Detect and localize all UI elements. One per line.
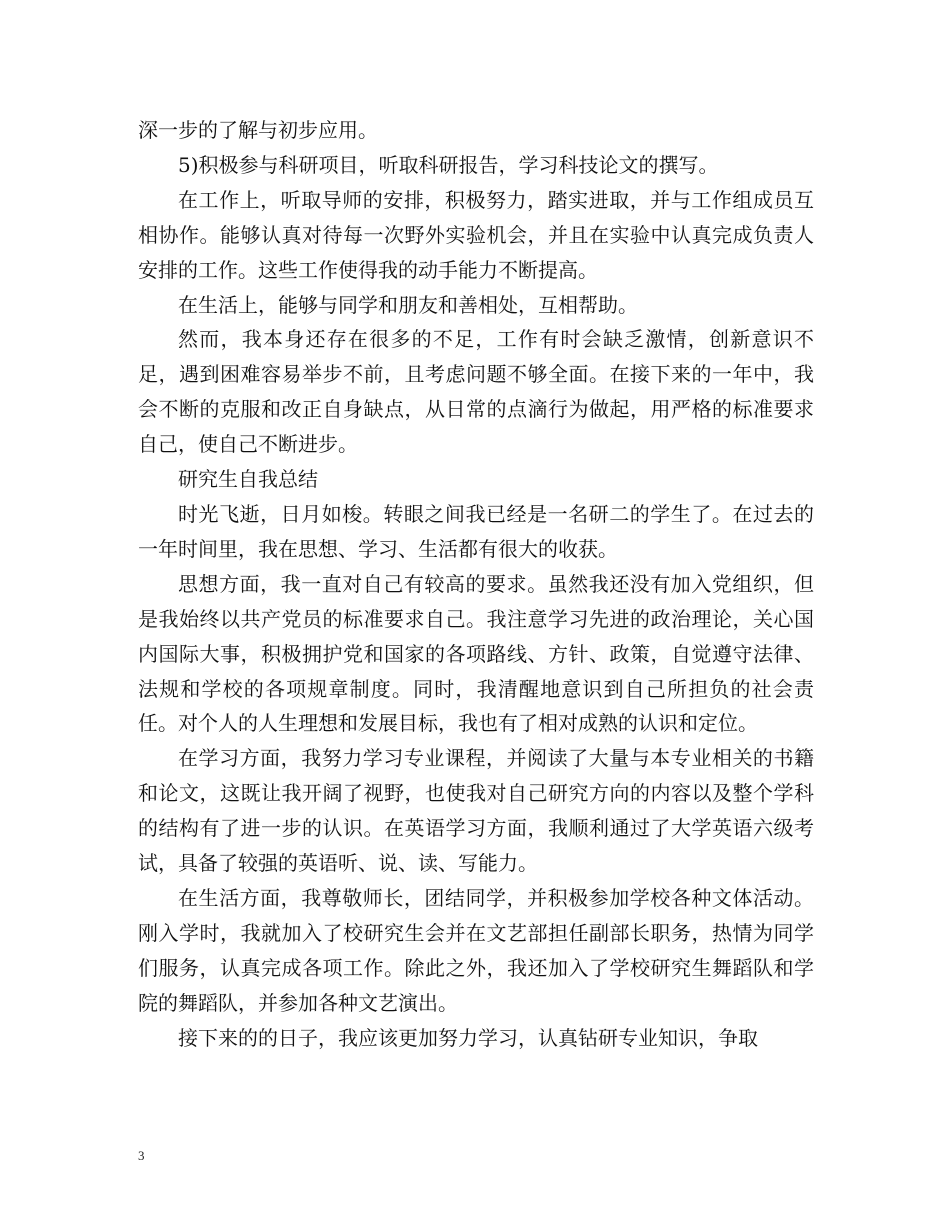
paragraph: 然而，我本身还存在很多的不足，工作有时会缺乏激情，创新意识不足，遇到困难容易举步不前，且考虑问题不够全面。在接下来的一年中，我会不断的克服和改正自身缺点，从日常的点滴行为做起，用严格的标准要求自己，使自己不断进步。 [138, 327, 814, 457]
paragraph: 在生活方面，我尊敬师长，团结同学，并积极参加学校各种文体活动。刚入学时，我就加入了校研究生会并在文艺部担任副部长职务，热情为同学们服务，认真完成各项工作。除此之外，我还加入了学校研究生舞蹈队和学院的舞蹈队，并参加各种文艺演出。 [138, 885, 814, 1015]
section-heading: 研究生自我总结 [178, 467, 318, 492]
paragraph: 在学习方面，我努力学习专业课程，并阅读了大量与本专业相关的书籍和论文，这既让我开阔了视野，也使我对自己研究方向的内容以及整个学科的结构有了进一步的认识。在英语学习方面，我顺利通过了大学英语六级考试，具备了较强的英语听、说、读、写能力。 [138, 746, 814, 876]
paragraph: 接下来的的日子，我应该更加努力学习，认真钻研专业知识，争取 [178, 1025, 758, 1050]
paragraph: 在工作上，听取导师的安排，积极努力，踏实进取，并与工作组成员互相协作。能够认真对待每一次野外实验机会，并且在实验中认真完成负责人安排的工作。这些工作使得我的动手能力不断提高。 [138, 187, 814, 282]
paragraph: 在生活上，能够与同学和朋友和善相处，互相帮助。 [178, 292, 638, 317]
paragraph: 时光飞逝，日月如梭。转眼之间我已经是一名研二的学生了。在过去的一年时间里，我在思想、学习、生活都有很大的收获。 [138, 501, 814, 561]
paragraph: 深一步的了解与初步应用。 [138, 118, 378, 142]
paragraph: 思想方面，我一直对自己有较高的要求。虽然我还没有加入党组织，但是我始终以共产党员的标准要求自己。我注意学习先进的政治理论，关心国内国际大事，积极拥护党和国家的各项路线、方针、政策，自觉遵守法律、法规和学校的各项规章制度。同时，我清醒地意识到自己所担负的社会责任。对个人的人生理想和发展目标，我也有了相对成熟的认识和定位。 [138, 571, 814, 736]
paragraph: 5)积极参与科研项目，听取科研报告，学习科技论文的撰写。 [178, 152, 719, 177]
document-body [138, 113, 814, 1055]
page-number: 3 [138, 1148, 145, 1163]
